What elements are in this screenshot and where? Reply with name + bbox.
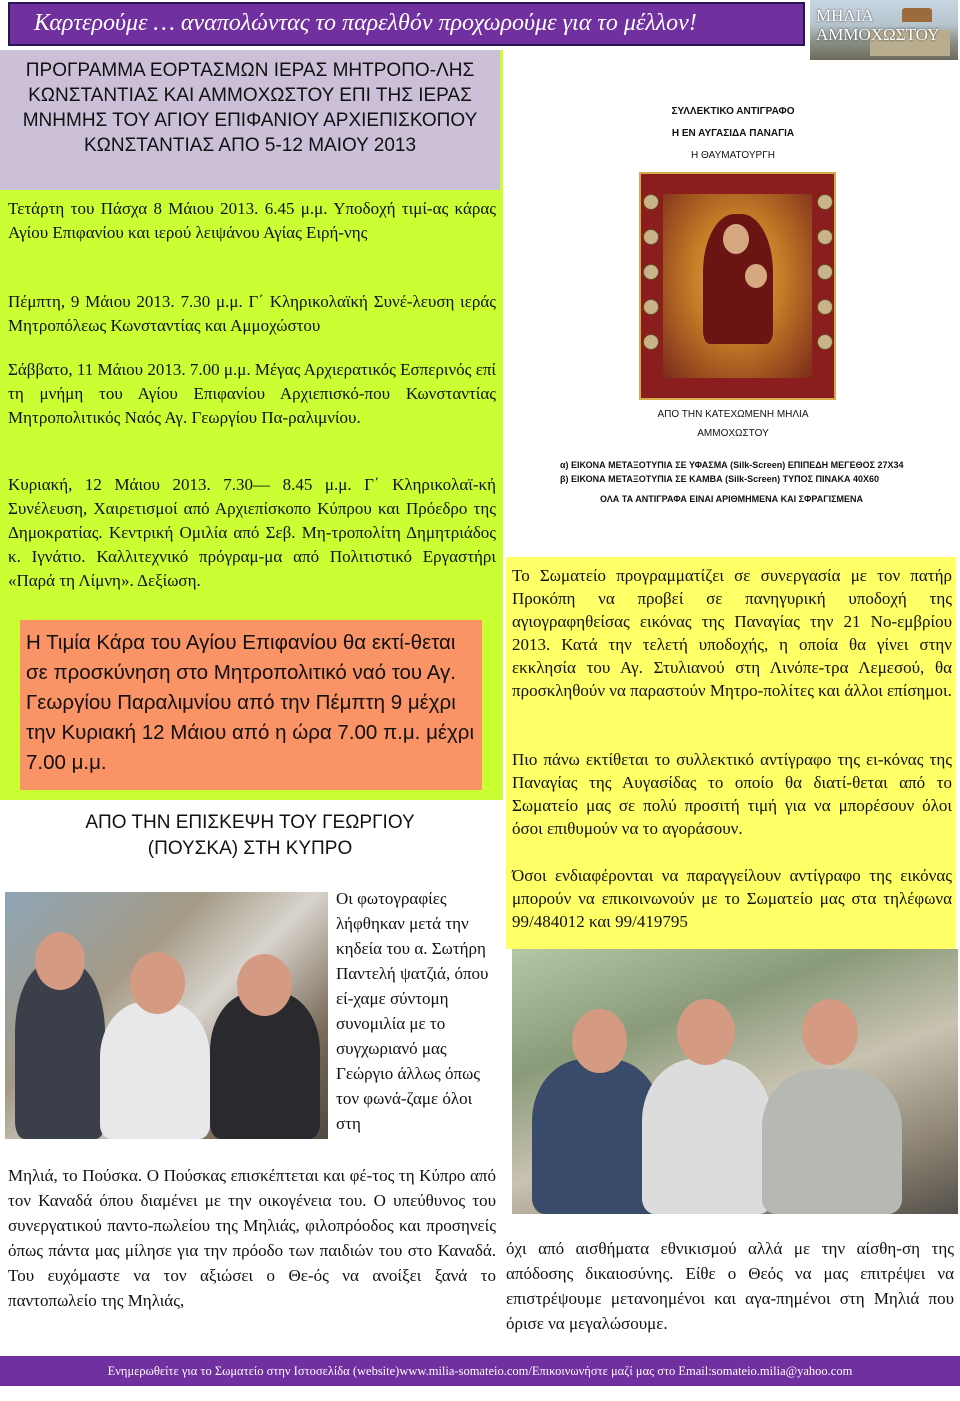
- photo-label-line2: ΑΜΜΟΧΩΣΤΟΥ: [816, 25, 940, 44]
- visit-body-text: Μηλιά, το Πούσκα. Ο Πούσκας επισκέπτεται και φέ-τος τη Κύπρο από τον Καναδά όπου διαμένει με την οικογένεια του. Ο υπεύθυνος του συνεργατικού παντο-πωλείου της Μηλιάς, φιλοπρόοδος και προσηνείς όπως πάντα μας μίλησε για την πρόοδο των παιδιών του στο Καναδά. Του ευχόμαστε να τον αξιώσει ο Θε-ός να ανοίξει ξανά το παντοπωλείο της Μηλιάς,: [8, 1166, 496, 1310]
- header-banner: [8, 2, 805, 46]
- icon-caption: Η ΘΑΥΜΑΤΟΥΡΓΗ: [691, 150, 775, 161]
- icon-options: [560, 458, 960, 506]
- visit-continued-text: όχι από αισθήματα εθνικισμού αλλά με την αίσθη-ση της απόδοσης δικαιοσύνης. Είθε ο Θεός να μας επιτρέψει να επιστρέψουμε μετανοημένοι και αγα-πημένοι στη Μηλιά που όρισε να μεγαλώσουμε.: [506, 1239, 954, 1333]
- relic-notice: Η Τιμία Κάρα του Αγίου Επιφανίου θα εκτί-θεται σε προσκύνηση στο Μητροπολιτικό ναό του Αγ. Γεωργίου Παραλιμνίου από την Πέμπτη 9 μέχρι την Κυριακή 12 Μάιου από η ώρα 7.00 π.μ. μέχρι 7.00 μ.μ.: [20, 620, 482, 790]
- program-entry: Πέμπτη, 9 Μάιου 2013. 7.30 μ.μ. Γ΄ Κληρικολαϊκή Συνέ-λευση ιεράς Μητροπόλεως Κωνσταντίας και Αμμοχώστου: [8, 292, 496, 335]
- visit-heading: [40, 810, 460, 862]
- icon-option-b: β) ΕΙΚΟΝΑ ΜΕΤΑΞΟΤΥΠΙΑ ΣΕ ΚΑΜΒΑ (Silk-Screen) ΤΥΠΟΣ ΠΙΝΑΚΑ 40Χ60: [560, 474, 880, 484]
- village-photo-label: [816, 6, 939, 44]
- icon-note: ΟΛΑ ΤΑ ΑΝΤΙΓΡΑΦΑ ΕΙΝΑΙ ΑΡΙΘΜΗΜΕΝΑ ΚΑΙ ΣΦΡΑΓΙΣΜΕΝΑ: [600, 494, 864, 504]
- program-entry: Κυριακή, 12 Μάιου 2013. 7.30— 8.45 μ.μ. Γ΄ Κληρικολαϊ-κή Συνέλευση, Χαιρετισμοί από Αρχιεπίσκοπο Κύπρου και Πρόεδρο της Δημοκρατίας. Κεντρική Ομιλία από Σεβ. Μη-τροπολίτη Δημητριάδος κ. Ιγνάτιο. Καλλιτεχνικό πρόγραμ-μα από Πολιτιστικό Εργαστήρι «Παρά τη Λίμνη». Δεξίωση.: [8, 475, 496, 590]
- program-entry: Τετάρτη του Πάσχα 8 Μάιου 2013. 6.45 μ.μ. Υποδοχή τιμί-ας κάρας Αγίου Επιφανίου και ιερού λειψάνου Αγίας Ειρή-νης: [8, 199, 496, 242]
- icon-caption: ΣΥΛΛΕΚΤΙΚΟ ΑΝΤΙΓΡΑΦΟ: [671, 106, 795, 117]
- panagia-icon-image: [639, 172, 836, 400]
- program-title: ΠΡΟΓΡΑΜΜΑ ΕΟΡΤΑΣΜΩΝ ΙΕΡΑΣ ΜΗΤΡΟΠΟ-ΛΗΣ ΚΩΝΣΤΑΝΤΙΑΣ ΚΑΙ ΑΜΜΟΧΩΣΤΟΥ ΕΠΙ ΤΗΣ ΙΕΡΑΣ ΜΝΗΜΗΣ ΤΟΥ ΑΓΙΟΥ ΕΠΙΦΑΝΙΟΥ ΑΡΧΙΕΠΙΣΚΟΠΟΥ ΚΩΝΣΤΑΝΤΙΑΣ ΑΠΟ 5-12 ΜΑΙΟΥ 2013: [0, 50, 500, 190]
- icon-caption: Η ΕΝ ΑΥΓΑΣΙΔΑ ΠΑΝΑΓΙΑ: [671, 128, 795, 139]
- visit-side-text: Οι φωτογραφίες λήφθηκαν μετά την κηδεία του α. Σωτήρη Παντελή ψατζιά, όπου εί-χαμε σύντομη συνομιλία με το συγχωριανό μας Γεώργιο άλλως όπως τον φωνά-ζαμε όλοι στη: [336, 889, 489, 1133]
- footer-bar: [0, 1356, 960, 1386]
- footer-text: Ενημερωθείτε για το Σωματείο στην Ιστοσελίδα (website)www.milia-somateio.com/Επικοινωνήστε μαζί μας στο Email:somateio.milia@yahoo.com: [107, 1364, 853, 1378]
- header-slogan: Καρτερούμε … αναπολώντας το παρελθόν προχωρούμε για το μέλλον!: [34, 10, 697, 36]
- visit-heading-line1: ΑΠΟ ΤΗΝ ΕΠΙΣΚΕΨΗ ΤΟΥ ΓΕΩΡΓΙΟΥ: [85, 812, 415, 833]
- announcement-para: Πιο πάνω εκτίθεται το συλλεκτικό αντίγραφο της ει-κόνας της Παναγίας της Αυγασίδας το οποίο θα διατί-θεται από το Σωματείο μας σε πολύ προσιτή τιμή για να μπορέσουν όλοι όσοι επιθυμούν να το αγοράσουν.: [512, 750, 952, 838]
- visit-photo-2: [512, 949, 958, 1214]
- village-photo: [810, 0, 958, 60]
- visit-photo: [5, 892, 328, 1139]
- announcement-para: Όσοι ενδιαφέρονται να παραγγείλουν αντίγραφο της εικόνας μπορούν να επικοινωνούν με το Σωματείο μας στα τηλέφωνα 99/484012 και 99/419795: [512, 866, 952, 931]
- announcement-para: Το Σωματείο προγραμματίζει σε συνεργασία με τον πατήρ Προκόπη να προβεί σε πανηγυρική υποδοχή της αγιογραφηθείσας εικόνας της Παναγίας την 21 Νο-εμβρίου 2013. Κατά την τελετή υποδοχής, η οποία θα γίνει στην εκκλησία του Αγ. Στυλιανού στη Λινόπε-τρα Λεμεσού, θα προσκληθούν να παραστούν Μητρο-πολίτες και άλλοι επίσημοι.: [512, 566, 952, 700]
- icon-caption: ΑΠΟ ΤΗΝ ΚΑΤΕΧΩΜΕΝΗ ΜΗΛΙΑ: [657, 409, 809, 420]
- icon-option-a: α) ΕΙΚΟΝΑ ΜΕΤΑΞΟΤΥΠΙΑ ΣΕ ΥΦΑΣΜΑ (Silk-Screen) ΕΠΙΠΕΔΗ ΜΕΓΕΘΟΣ 27X34: [560, 460, 904, 470]
- visit-heading-line2: (ΠΟΥΣΚΑ) ΣΤΗ ΚΥΠΡΟ: [147, 838, 353, 859]
- program-entry: Σάββατο, 11 Μάιου 2013. 7.00 μ.μ. Μέγας Αρχιερατικός Εσπερινός επί τη μνήμη του Αγίου Επιφανίου Αρχιεπισκό-που Κωνσταντίας Μητροπολιτικός Ναός Αγ. Γεωργίου Πα-ραλιμνίου.: [8, 360, 496, 427]
- photo-label-line1: ΜΗΛΙΑ: [816, 6, 874, 25]
- icon-caption: ΑΜΜΟΧΩΣΤΟΥ: [697, 428, 769, 439]
